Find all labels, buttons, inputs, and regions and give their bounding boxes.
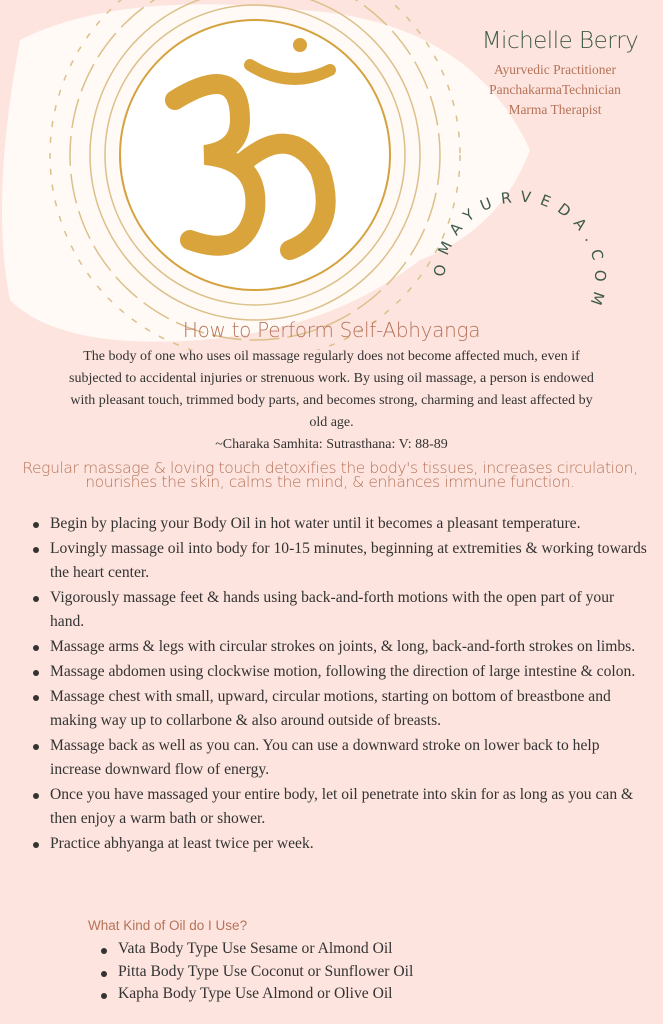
list-item: Begin by placing your Body Oil in hot water until it becomes a pleasant temperature. [32,512,647,536]
list-item: Vigorously massage feet & hands using back-and-forth motions with the open part of your hand. [32,586,647,634]
practitioner-name: Michelle Berry [481,28,639,54]
page-title: How to Perform Self-Abhyanga [182,318,481,342]
tagline: Regular massage & loving touch detoxifies the body's tissues, increases circulation, nourishes the skin, calms the mind, & enhances immune function. [22,459,638,491]
website-arc[interactable]: OMAYURVEDA.COM [430,187,610,316]
steps-list [32,512,647,857]
oils-list [100,938,413,1006]
credential: Ayurvedic Practitioner [493,62,617,77]
list-item: Once you have massaged your entire body, let oil penetrate into skin for as long as you can & then enjoy a warm bath or shower. [32,783,647,831]
credential: Marma Therapist [508,102,602,117]
list-item: Massage back as well as you can. You can use a downward stroke on lower back to help increase downward flow of energy. [32,734,647,782]
credential: PanchakarmaTechnician [489,82,621,97]
quote [60,346,603,456]
mandala-icon [2,0,530,350]
quote-text: The body of one who uses oil massage regularly does not become affected much, even if subjected to accidental injuries or strenuous work. By using oil massage, a person is endowed with pleasant touch, trimmed body parts, and becomes strong, charming and least affected by old age. [69,349,594,430]
quote-citation: ~Charaka Samhita: Sutrasthana: V: 88-89 [215,437,448,452]
list-item: Kapha Body Type Use Almond or Olive Oil [100,983,413,1006]
list-item: Practice abhyanga at least twice per week. [32,832,647,856]
list-item: Lovingly massage oil into body for 10-15 minutes, beginning at extremities & working towards the heart center. [32,537,647,585]
list-item: Pitta Body Type Use Coconut or Sunflower Oil [100,961,413,984]
list-item: Massage chest with small, upward, circular motions, starting on bottom of breastbone and making way up to collarbone & also around outside of breasts. [32,685,647,733]
list-item: Vata Body Type Use Sesame or Almond Oil [100,938,413,961]
credentials [470,60,640,120]
oils-heading: What Kind of Oil do I Use? [88,918,248,933]
list-item: Massage arms & legs with circular strokes on joints, & long, back-and-forth strokes on limbs. [32,635,647,659]
list-item: Massage abdomen using clockwise motion, following the direction of large intestine & colon. [32,660,647,684]
